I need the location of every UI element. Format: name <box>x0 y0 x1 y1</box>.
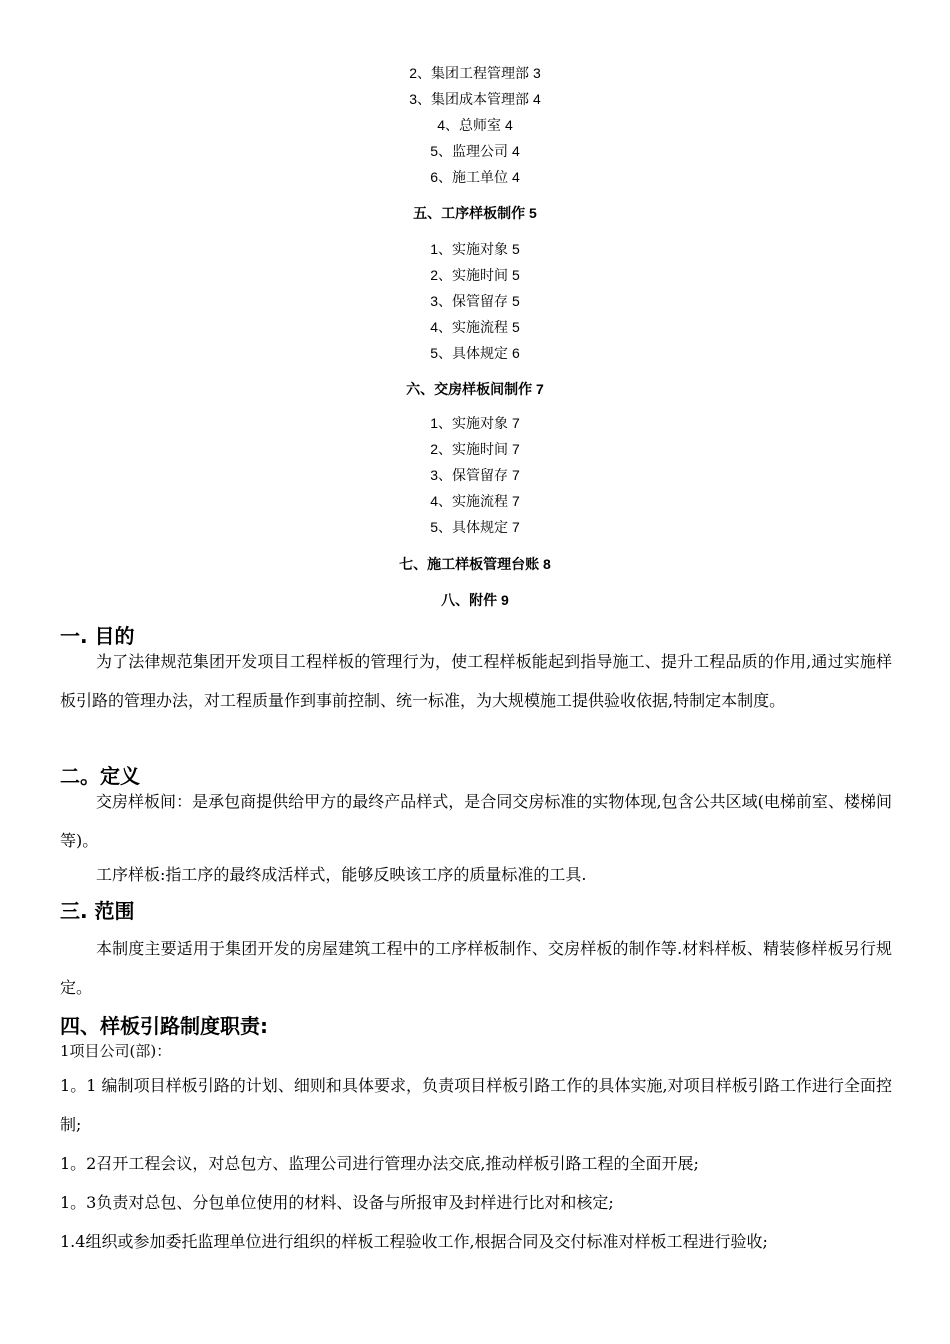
section-4-heading: 四、样板引路制度职责: <box>60 1014 268 1038</box>
toc-item[interactable]: 3、保管留存 5 <box>430 293 520 309</box>
toc-item[interactable]: 2、集团工程管理部 3 <box>409 65 541 81</box>
section-1-heading: 一. 目的 <box>60 624 135 648</box>
responsibility-item: 1。2召开工程会议，对总包方、监理公司进行管理办法交底,推动样板引路工程的全面开展; <box>60 1154 699 1173</box>
responsibility-item: 1.4组织或参加委托监理单位进行组织的样板工程验收工作,根据合同及交付标准对样板工程进行验收; <box>60 1232 768 1251</box>
definition-paragraph-1: 交房样板间：是承包商提供给甲方的最终产品样式，是合同交房标准的实物体现,包含公共区域(电梯前室、楼梯间等)。 <box>60 792 892 850</box>
section-2-heading: 二。定义 <box>60 764 140 788</box>
toc-section-7[interactable]: 七、施工样板管理台账 8 <box>399 556 551 572</box>
toc-item[interactable]: 2、实施时间 5 <box>430 267 520 283</box>
section-1-text: 为了法律规范集团开发项目工程样板的管理行为，使工程样板能起到指导施工、提升工程品质的作用,通过实施样板引路的管理办法，对工程质量作到事前控制、统一标准，为大规模施工提供验收依据,特制定本制度。 <box>60 652 892 710</box>
section-3-heading: 三. 范围 <box>60 899 135 923</box>
toc-item[interactable]: 3、保管留存 7 <box>430 467 520 483</box>
toc-item[interactable]: 5、监理公司 4 <box>430 143 520 159</box>
section-4-subheading: 1项目公司(部)： <box>60 1042 172 1060</box>
toc-section-6[interactable]: 六、交房样板间制作 7 <box>406 381 544 397</box>
toc-item[interactable]: 4、总师室 4 <box>437 117 513 133</box>
toc-item[interactable]: 6、施工单位 4 <box>430 169 520 185</box>
toc-section-6-subitems <box>0 414 950 544</box>
toc-section-8[interactable]: 八、附件 9 <box>441 592 509 608</box>
toc-section-5[interactable]: 五、工序样板制作 5 <box>413 205 537 221</box>
toc-section-4-subitems <box>0 64 950 194</box>
toc-section-5-subitems <box>0 240 950 370</box>
toc-item[interactable]: 1、实施对象 5 <box>430 241 520 257</box>
toc-item[interactable]: 1、实施对象 7 <box>430 415 520 431</box>
toc-item[interactable]: 3、集团成本管理部 4 <box>409 91 541 107</box>
toc-item[interactable]: 2、实施时间 7 <box>430 441 520 457</box>
definition-paragraph-2: 工序样板:指工序的最终成活样式，能够反映该工序的质量标准的工具. <box>96 865 587 884</box>
toc-item[interactable]: 5、具体规定 6 <box>430 345 520 361</box>
section-3-text: 本制度主要适用于集团开发的房屋建筑工程中的工序样板制作、交房样板的制作等.材料样板、精装修样板另行规定。 <box>60 939 892 997</box>
responsibility-item: 1。3负责对总包、分包单位使用的材料、设备与所报审及封样进行比对和核定; <box>60 1193 614 1212</box>
toc-item[interactable]: 4、实施流程 7 <box>430 493 520 509</box>
responsibility-item: 1。1 编制项目样板引路的计划、细则和具体要求，负责项目样板引路工作的具体实施,对项目样板引路工作进行全面控制; <box>60 1076 892 1134</box>
toc-item[interactable]: 5、具体规定 7 <box>430 519 520 535</box>
toc-item[interactable]: 4、实施流程 5 <box>430 319 520 335</box>
